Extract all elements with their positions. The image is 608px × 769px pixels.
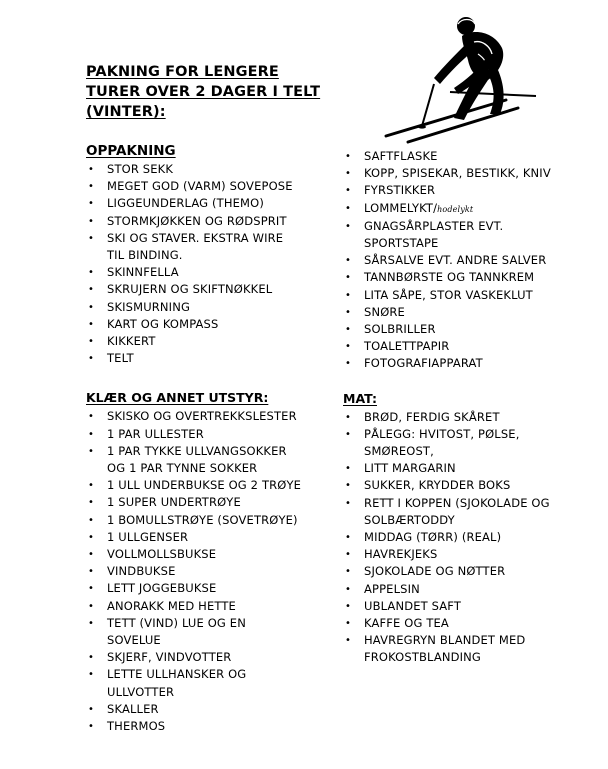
list-item [86, 443, 336, 460]
list-item-text: STOR SEKK [107, 162, 174, 176]
list-item [343, 235, 605, 252]
list-item-text: TOALETTPAPIR [364, 339, 450, 354]
list-item-text: FYRSTIKKER [364, 183, 436, 198]
bullet-icon: • [88, 514, 95, 526]
list-item [343, 287, 605, 304]
list-item-text: KAFFE OG TEA [364, 616, 449, 631]
list-item [86, 178, 336, 195]
list-item-text: FOTOGRAFIAPPARAT [364, 356, 483, 371]
mat-list [343, 409, 605, 667]
bullet-icon: • [88, 445, 95, 457]
list-item-text: SNØRE [364, 304, 405, 319]
list-item [343, 182, 605, 199]
bullet-icon: • [345, 411, 352, 423]
bullet-icon: • [88, 353, 95, 365]
bullet-icon: • [345, 341, 352, 353]
bullet-icon: • [345, 324, 352, 336]
list-item [86, 666, 336, 683]
list-item-text: STORMKJØKKEN OG RØDSPRIT [107, 213, 287, 228]
list-item [86, 615, 336, 632]
bullet-icon: • [88, 411, 95, 423]
list-item-text: VOLLMOLLSBUKSE [107, 547, 217, 562]
bullet-icon: • [88, 531, 95, 543]
title-line: (VINTER): [86, 104, 166, 120]
list-item [86, 632, 336, 649]
list-item [86, 350, 336, 367]
list-item [86, 426, 336, 443]
bullet-icon: • [88, 318, 95, 330]
list-item [343, 632, 605, 649]
list-item-text: TIL BINDING. [107, 248, 183, 263]
list-item-text: BRØD, FERDIG SKÅRET [364, 409, 500, 424]
list-item-text: RETT I KOPPEN (SJOKOLADE OG [364, 495, 550, 510]
section-heading-mat: MAT: [343, 390, 377, 406]
list-item-text: SOVELUE [107, 633, 161, 648]
bullet-icon: • [345, 618, 352, 630]
list-item [86, 195, 336, 212]
list-item [343, 615, 605, 632]
list-item-text: SKISMURNING [107, 299, 191, 314]
list-item-text: VINDBUKSE [107, 564, 176, 579]
bullet-icon: • [88, 215, 95, 227]
list-item-text: 1 PAR ULLESTER [107, 426, 204, 441]
list-item-text: SKRUJERN OG SKIFTNØKKEL [107, 282, 273, 297]
list-item [86, 701, 336, 718]
list-item [86, 563, 336, 580]
list-item [343, 495, 605, 512]
section-heading-oppakning: OPPAKNING [86, 143, 176, 159]
list-item-text: KIKKERT [107, 334, 156, 349]
list-item [343, 269, 605, 286]
bullet-icon: • [345, 635, 352, 647]
list-item [86, 333, 336, 350]
handwritten-note: hodelykt [437, 204, 474, 214]
list-item [86, 316, 336, 333]
list-item-text: HAVREKJEKS [364, 547, 438, 562]
list-item-text: LITA SÅPE, STOR VASKEKLUT [364, 287, 533, 302]
list-item-text: SKI OG STAVER. EKSTRA WIRE [107, 230, 284, 245]
bullet-icon: • [88, 267, 95, 279]
bullet-icon: • [88, 232, 95, 244]
list-item-text: KOPP, SPISEKAR, BESTIKK, KNIV [364, 166, 551, 181]
bullet-icon: • [88, 583, 95, 595]
bullet-icon: • [345, 202, 352, 214]
list-item [86, 213, 336, 230]
list-item [343, 252, 605, 269]
bullet-icon: • [345, 358, 352, 370]
list-item [86, 477, 336, 494]
bullet-icon: • [345, 272, 352, 284]
bullet-icon: • [345, 306, 352, 318]
list-item [343, 563, 605, 580]
list-item-text: LETTE ULLHANSKER OG [107, 667, 247, 682]
document-title [86, 62, 320, 122]
list-item [343, 148, 605, 165]
list-item [343, 218, 605, 235]
bullet-icon: • [88, 164, 95, 175]
bullet-icon: • [88, 703, 95, 715]
list-item-text: GNAGSÅRPLASTER EVT. [364, 218, 504, 233]
list-item-text: ULLVOTTER [107, 684, 175, 699]
bullet-icon: • [88, 336, 95, 348]
bullet-icon: • [88, 600, 95, 612]
list-item [343, 304, 605, 321]
list-item-text: SOLBRILLER [364, 322, 436, 337]
bullet-icon: • [345, 220, 352, 232]
list-item-text: SMØREOST, [364, 444, 434, 459]
list-item-text: SAFTFLASKE [364, 149, 438, 163]
list-item-text: SKALLER [107, 701, 159, 716]
list-item [86, 649, 336, 666]
list-item-text: PÅLEGG: HVITOST, PØLSE, [364, 426, 520, 441]
list-item [86, 408, 336, 425]
list-item [86, 684, 336, 701]
list-item [343, 200, 605, 218]
klaer-list [86, 408, 336, 735]
list-item-text: TELT [107, 351, 134, 366]
list-item-text: SKJERF, VINDVOTTER [107, 650, 232, 665]
list-item-text: LITT MARGARIN [364, 461, 456, 476]
list-item [86, 161, 336, 178]
list-item-text: APPELSIN [364, 581, 420, 596]
list-item [343, 355, 605, 372]
list-item [86, 247, 336, 264]
list-item [343, 443, 605, 460]
list-item-text: LETT JOGGEBUKSE [107, 581, 217, 596]
right-column [343, 148, 605, 667]
list-item-text: MIDDAG (TØRR) (REAL) [364, 530, 502, 545]
list-item [86, 718, 336, 735]
list-item-text: SÅRSALVE EVT. ANDRE SALVER [364, 253, 547, 268]
list-item-text: LOMMELYKT/hodelykt [364, 200, 474, 215]
list-item [86, 546, 336, 563]
title-line: PAKNING FOR LENGERE [86, 64, 279, 80]
list-item [343, 426, 605, 443]
bullet-icon: • [88, 721, 95, 733]
bullet-icon: • [345, 480, 352, 492]
bullet-icon: • [345, 532, 352, 544]
list-item-text: 1 SUPER UNDERTRØYE [107, 495, 241, 510]
list-item [343, 165, 605, 182]
list-item-text: ANORAKK MED HETTE [107, 598, 236, 613]
list-item [343, 338, 605, 355]
list-item-text: KART OG KOMPASS [107, 316, 219, 331]
bullet-icon: • [345, 497, 352, 509]
list-item-text: 1 PAR TYKKE ULLVANGSOKKER [107, 443, 287, 458]
list-item [343, 581, 605, 598]
list-item-text: OG 1 PAR TYNNE SOKKER [107, 461, 258, 476]
list-item [343, 649, 605, 666]
list-item [343, 321, 605, 338]
list-item-text: HAVREGRYN BLANDET MED [364, 633, 526, 648]
oppakning-list [86, 161, 336, 367]
list-item [86, 264, 336, 281]
list-item-text: SJOKOLADE OG NØTTER [364, 564, 506, 579]
bullet-icon: • [88, 284, 95, 296]
list-item-text: TANNBØRSTE OG TANNKREM [364, 270, 535, 285]
bullet-icon: • [345, 289, 352, 301]
list-item [86, 512, 336, 529]
list-item [86, 460, 336, 477]
list-item [343, 529, 605, 546]
bullet-icon: • [345, 185, 352, 197]
list-item [343, 598, 605, 615]
list-item [86, 299, 336, 316]
bullet-icon: • [345, 600, 352, 612]
skier-illustration [378, 14, 558, 144]
bullet-icon: • [345, 549, 352, 561]
bullet-icon: • [345, 566, 352, 578]
list-item-text: MEGET GOD (VARM) SOVEPOSE [107, 179, 293, 194]
left-column [86, 142, 336, 735]
section-heading-klaer: KLÆR OG ANNET UTSTYR: [86, 390, 269, 406]
list-item [343, 477, 605, 494]
list-item-text: THERMOS [107, 719, 166, 734]
list-item [86, 230, 336, 247]
list-item [86, 598, 336, 615]
list-item-text: TETT (VIND) LUE OG EN [107, 615, 246, 630]
list-item [86, 494, 336, 511]
bullet-icon: • [88, 497, 95, 509]
bullet-icon: • [345, 583, 352, 595]
bullet-icon: • [345, 168, 352, 180]
title-line: TURER OVER 2 DAGER I TELT [86, 84, 321, 100]
list-item-text: UBLANDET SAFT [364, 598, 462, 613]
bullet-icon: • [88, 549, 95, 561]
bullet-icon: • [88, 428, 95, 440]
list-item-text: SKINNFELLA [107, 265, 179, 280]
bullet-icon: • [88, 198, 95, 210]
list-item [86, 281, 336, 298]
list-item [343, 460, 605, 477]
list-item-text: SKISKO OG OVERTREKKSLESTER [107, 409, 297, 424]
bullet-icon: • [88, 301, 95, 313]
list-item-text: LIGGEUNDERLAG (THEMO) [107, 196, 264, 211]
list-item-text: 1 ULL UNDERBUKSE OG 2 TRØYE [107, 478, 302, 493]
list-item [343, 512, 605, 529]
bullet-icon: • [88, 652, 95, 664]
bullet-icon: • [345, 151, 352, 162]
list-item-text: SPORTSTAPE [364, 236, 439, 251]
list-item [86, 529, 336, 546]
bullet-icon: • [88, 669, 95, 681]
bullet-icon: • [88, 480, 95, 492]
bullet-icon: • [345, 428, 352, 440]
list-item-text: SOLBÆRTODDY [364, 512, 455, 527]
list-item-text: 1 ULLGENSER [107, 529, 189, 544]
utstyr-list [343, 148, 605, 373]
list-item-text: 1 BOMULLSTRØYE (SOVETRØYE) [107, 512, 298, 527]
list-item [86, 580, 336, 597]
list-item-text: FROKOSTBLANDING [364, 650, 481, 665]
list-item-text: SUKKER, KRYDDER BOKS [364, 478, 511, 493]
bullet-icon: • [88, 617, 95, 629]
bullet-icon: • [345, 463, 352, 475]
list-item [343, 546, 605, 563]
list-item [343, 409, 605, 426]
bullet-icon: • [88, 566, 95, 578]
bullet-icon: • [345, 255, 352, 267]
bullet-icon: • [88, 181, 95, 193]
